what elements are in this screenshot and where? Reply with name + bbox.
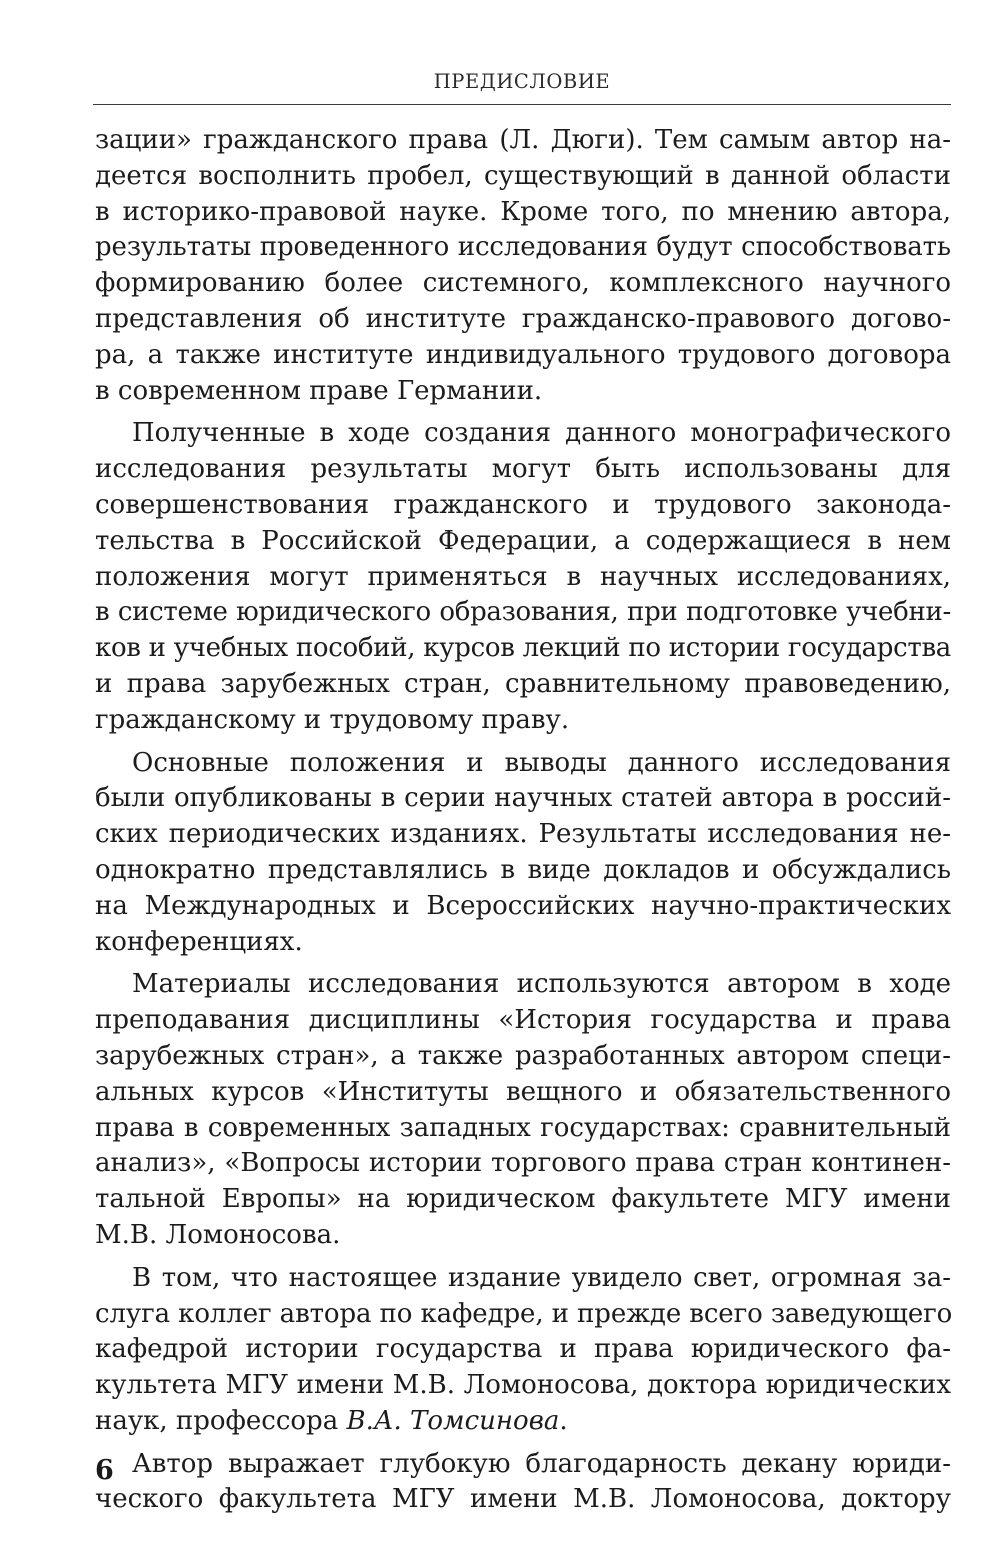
- paragraph-5: [95, 1261, 951, 1440]
- text-line: зации» гражданского права (Л. Дюги). Тем самым автор на-: [95, 125, 951, 155]
- text-line: совершенствования гражданского и трудового законода-: [95, 489, 951, 520]
- text-line: анализ», «Вопросы истории торгового права стран континен-: [95, 1148, 951, 1179]
- text-line: в современном праве Германии.: [95, 375, 543, 406]
- text-line: на Международных и Всероссийских научно-практических: [95, 890, 951, 921]
- paragraph-4: [95, 967, 951, 1253]
- paragraph-1: [95, 123, 951, 409]
- text-line: тельства в Российской Федерации, а содержащиеся в нем: [95, 525, 951, 556]
- text-line: культета МГУ имени М.В. Ломоносова, доктора юридических: [95, 1370, 951, 1401]
- text-line: зарубежных стран», а также разработанных автором специ-: [95, 1040, 951, 1071]
- text-line: представления об институте гражданско-правового догово-: [95, 303, 951, 334]
- text-line: В том, что настоящее издание увидело свет, огромная за-: [132, 1262, 951, 1293]
- text-line: права в современных западных государствах: сравнительный: [95, 1112, 951, 1143]
- text-line: кафедрой истории государства и права юридического фа-: [95, 1334, 951, 1365]
- text-line: ческого факультета МГУ имени М.В. Ломоносова, доктору: [95, 1484, 951, 1515]
- text-line: М.В. Ломоносова.: [95, 1219, 341, 1250]
- paragraph-2: [95, 416, 951, 738]
- running-header: ПРЕДИСЛОВИЕ: [433, 70, 611, 93]
- text-line: Материалы исследования используются автором в ходе: [132, 969, 951, 1000]
- text-line: преподавания дисциплины «История государства и права: [95, 1005, 951, 1036]
- text-line: деется восполнить пробел, существующий в данной области: [95, 160, 951, 191]
- paragraph-6: [95, 1447, 951, 1519]
- text-fragment: наук, профессора: [95, 1405, 347, 1436]
- text-line: исследования результаты могут быть использованы для: [95, 454, 951, 485]
- text-line: Автор выражает глубокую благодарность декану юриди-: [132, 1448, 951, 1479]
- text-fragment: .: [559, 1405, 568, 1436]
- text-line: Основные положения и выводы данного исследования: [132, 747, 951, 778]
- text-line: Полученные в ходе создания данного монографического: [132, 418, 951, 449]
- person-name: В.А. Томсинова: [346, 1405, 560, 1436]
- paragraph-3: [95, 746, 951, 961]
- text-line: альных курсов «Институты вещного и обязательственного: [95, 1076, 951, 1107]
- text-line: конференциях.: [95, 926, 303, 957]
- text-line: ра, а также институте индивидуального трудового договора: [95, 339, 951, 370]
- body-text: [95, 123, 951, 1525]
- text-line: в историко-правовой науке. Кроме того, по мнению автора,: [95, 196, 951, 227]
- text-line: однократно представлялись в виде докладов и обсуждались: [95, 854, 951, 885]
- text-line: слуга коллег автора по кафедре, и прежде всего заведующего: [95, 1298, 953, 1329]
- text-line: ских периодических изданиях. Результаты исследования не-: [95, 819, 951, 850]
- text-line: гражданскому и трудовому праву.: [95, 704, 570, 735]
- text-line: положения могут применяться в научных исследованиях,: [95, 561, 951, 592]
- text-line: тальной Европы» на юридическом факультете МГУ имени: [95, 1184, 951, 1215]
- text-line: ков и учебных пособий, курсов лекций по истории государства: [95, 633, 951, 664]
- text-line: результаты проведенного исследования будут способствовать: [95, 232, 951, 263]
- text-line: в системе юридического образования, при подготовке учебни-: [95, 597, 951, 628]
- header-rule: [93, 104, 951, 105]
- text-line: и права зарубежных стран, сравнительному правоведению,: [95, 668, 951, 699]
- text-line: формированию более системного, комплексного научного: [95, 268, 951, 299]
- text-line: [95, 1404, 951, 1440]
- page-number: 6: [95, 1455, 114, 1486]
- text-line: были опубликованы в серии научных статей автора в россий-: [95, 783, 951, 814]
